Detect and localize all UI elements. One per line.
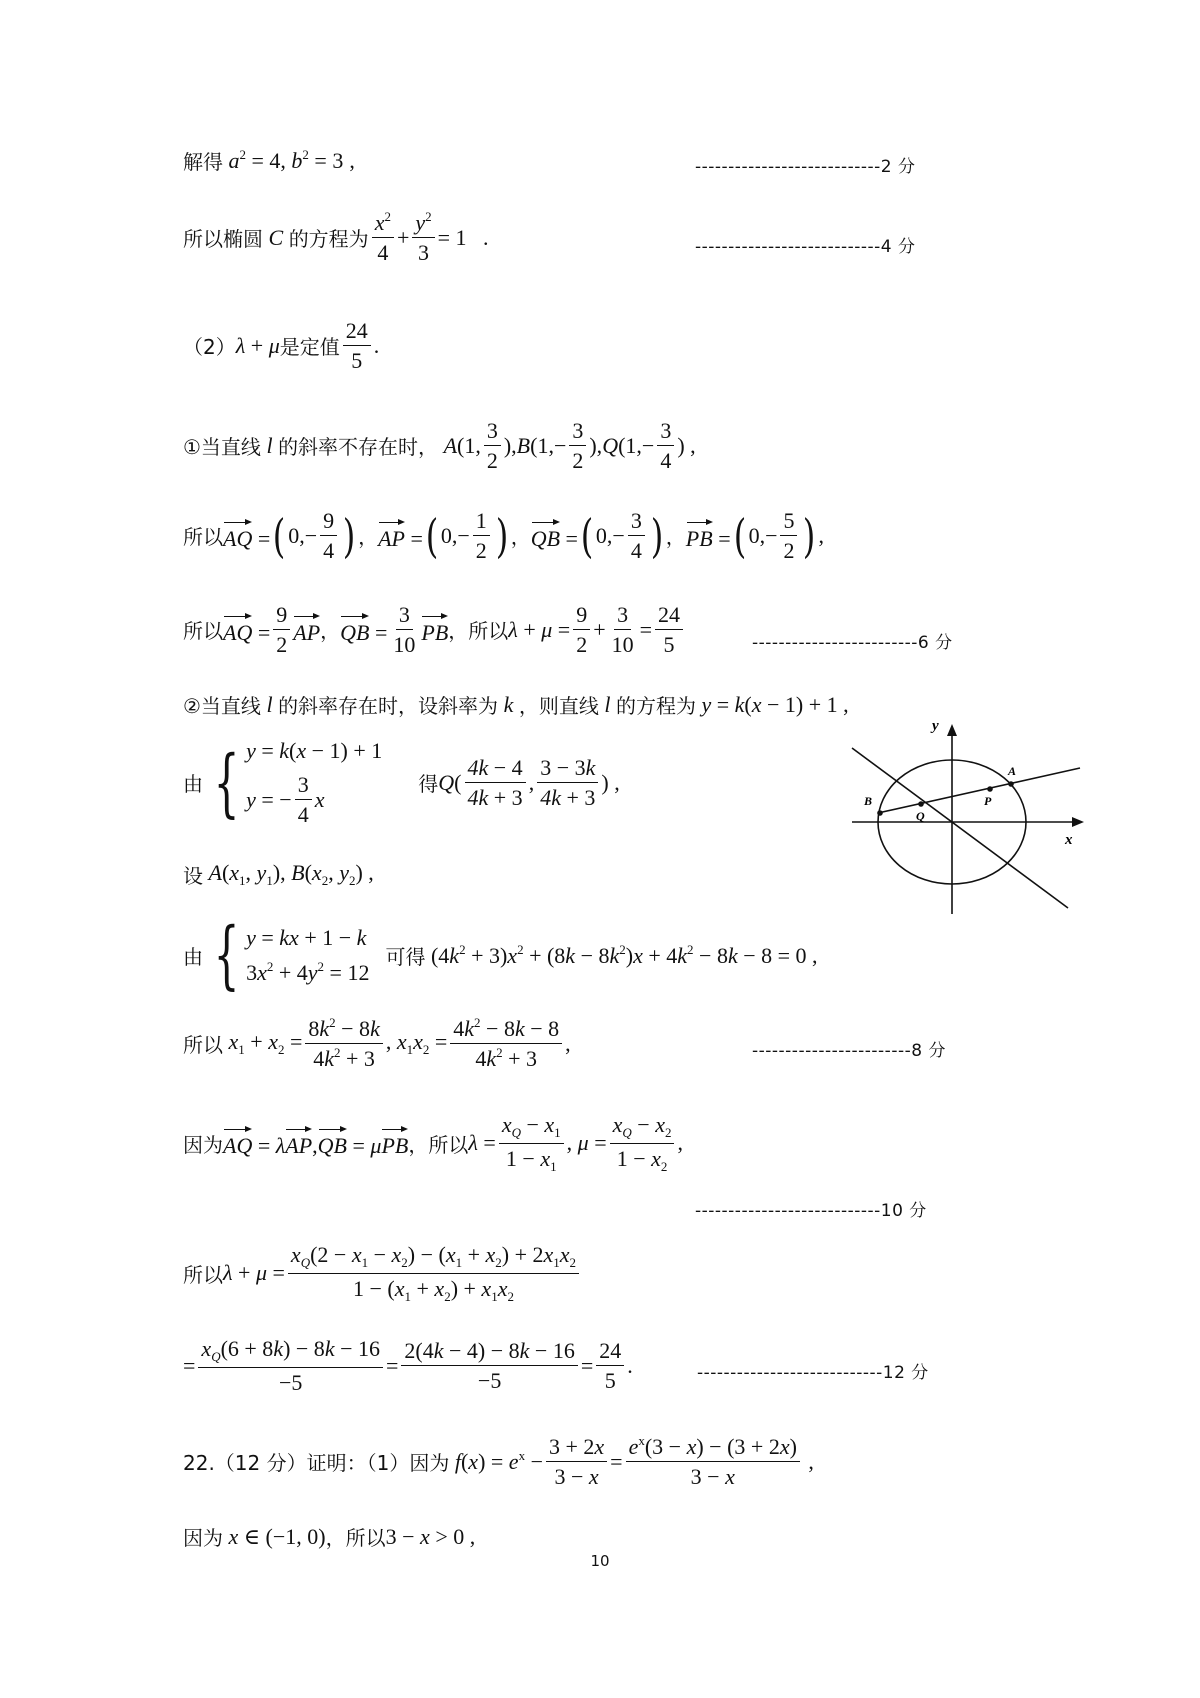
set-points-line: 设 $A(x_1$, $y_1$), $B(x_2$, $y_2$) ,: [183, 860, 374, 888]
sum-expression-line: 所以 λ + μ = $\frac{x_Q(2 - x_1 - x_2) - (x_1 + x_2) + 2x_1x_2}{1 - (x_1 + x_2) + x_1x_2}$: [183, 1242, 582, 1305]
lambda-mu-case1-line: 所以 AQ = $\frac{9}{2}$ AP ， QB = $\frac{3}{10}$ PB ，所以 λ + μ = $\frac{9}{2}$ + $\frac{3}{10}$ = $\frac{24}{5}$: [183, 602, 686, 658]
vectors-line: 所以 AQ = ( 0,− $\frac{9}{4}$ ) ， AP = ( 0,− $\frac{1}{2}$ ) ， QB = ( 0,− $\frac{3}{4}$ ) ， PB = ( 0,− $\frac{5}{2}$ ) ,: [183, 508, 824, 564]
ellipse-figure: [850, 718, 1090, 918]
domain-line: 因为 x ∈ (−1, 0) ，所以 3 − x > 0 ,: [183, 1523, 476, 1550]
solve-a-b-line: 解得 $a^2 = 4$, $b^2 = 3$ ,: [183, 147, 355, 174]
vieta-line: 所以 $x_1 + x_2$ = $\frac{8k^2 - 8k}{4k^2 + 3}$ , $x_1x_2$ = $\frac{4k^2 - 8k - 8}{4k^2 + 3}$ ,: [183, 1015, 571, 1072]
page-number: 10: [590, 1552, 610, 1570]
point-p: [987, 786, 993, 792]
x-axis-arrow: [1072, 817, 1084, 827]
text-solve: 解得: [183, 150, 223, 174]
score-12: ----------------------------12 分: [697, 1363, 929, 1383]
y-axis-arrow: [947, 724, 957, 736]
case1-line: ①当直线 l 的斜率不存在时， A(1, $\frac{3}{2}$ ), B(1,− $\frac{3}{2}$ ), Q(1,− $\frac{3}{4}$ ) ,: [183, 418, 696, 474]
score-4: ----------------------------4 分: [695, 237, 916, 257]
point-a: [1008, 781, 1014, 787]
ellipse-equation-line: 所以椭圆 C 的方程为 $\frac{x^2}{4}$ + $\frac{y^2}{3}$ = 1 .: [183, 209, 489, 266]
label-q: Q: [916, 809, 925, 823]
score-2: ----------------------------2 分: [695, 157, 916, 177]
point-b: [877, 810, 883, 816]
case2-line: ②当直线 l 的斜率存在时，设斜率为 k ，则直线 l 的方程为 y = k(x − 1) + 1 ,: [183, 691, 849, 718]
point-q: [918, 801, 924, 807]
text-ellipse: 所以椭圆: [183, 227, 263, 252]
score-10: ----------------------------10 分: [695, 1201, 927, 1221]
label-b: B: [864, 794, 873, 808]
part2-line: （2） λ + μ 是定值 $\frac{24}{5}$ .: [183, 318, 380, 374]
quadratic-line: 由 { y = kx + 1 − k $3x^2 + 4y^2 = 12$ 可得 $(4k^2 + 3)x^2 + (8k - 8k^2)x + 4k^2 - 8k - 8 = 0$ ,: [183, 912, 818, 998]
score-6: -------------------------6 分: [752, 633, 953, 653]
math-a2-b2: $a^2 = 4$, $b^2 = 3$: [223, 147, 344, 173]
score-8: ------------------------8 分: [752, 1041, 946, 1061]
label-p: P: [984, 794, 992, 808]
label-a: A: [1008, 764, 1017, 778]
lambda-mu-def-line: 因为 AQ = λAP,QB = μPB ，所以 λ = $\frac{x_Q - x_1}{1 - x_1}$ , μ = $\frac{x_Q - x_2}{1 - x_2}$ ,: [183, 1112, 683, 1174]
label-y: y: [932, 718, 939, 734]
result-line: = $\frac{x_Q(6 + 8k) - 8k - 16}{-5}$ = $\frac{2(4k - 4) - 8k - 16}{-5}$ = $\frac{24}{5}$ .: [183, 1336, 633, 1395]
label-x: x: [1065, 832, 1073, 848]
problem22-line: 22.（12 分）证明：（1）因为 $f(x) = e^x$ − $\frac{3 + 2x}{3 - x}$ = $\frac{e^x(3 - x) - (3 + 2x)}{3 - x}$ ,: [183, 1433, 814, 1490]
intersection-q-line: 由 { y = k(x − 1) + 1 y = − $\frac{3}{4}$ x 得 Q( $\frac{4k - 4}{4k + 3}$ , $\frac{3 - 3k}{4k + 3}$ ) ,: [183, 738, 620, 828]
